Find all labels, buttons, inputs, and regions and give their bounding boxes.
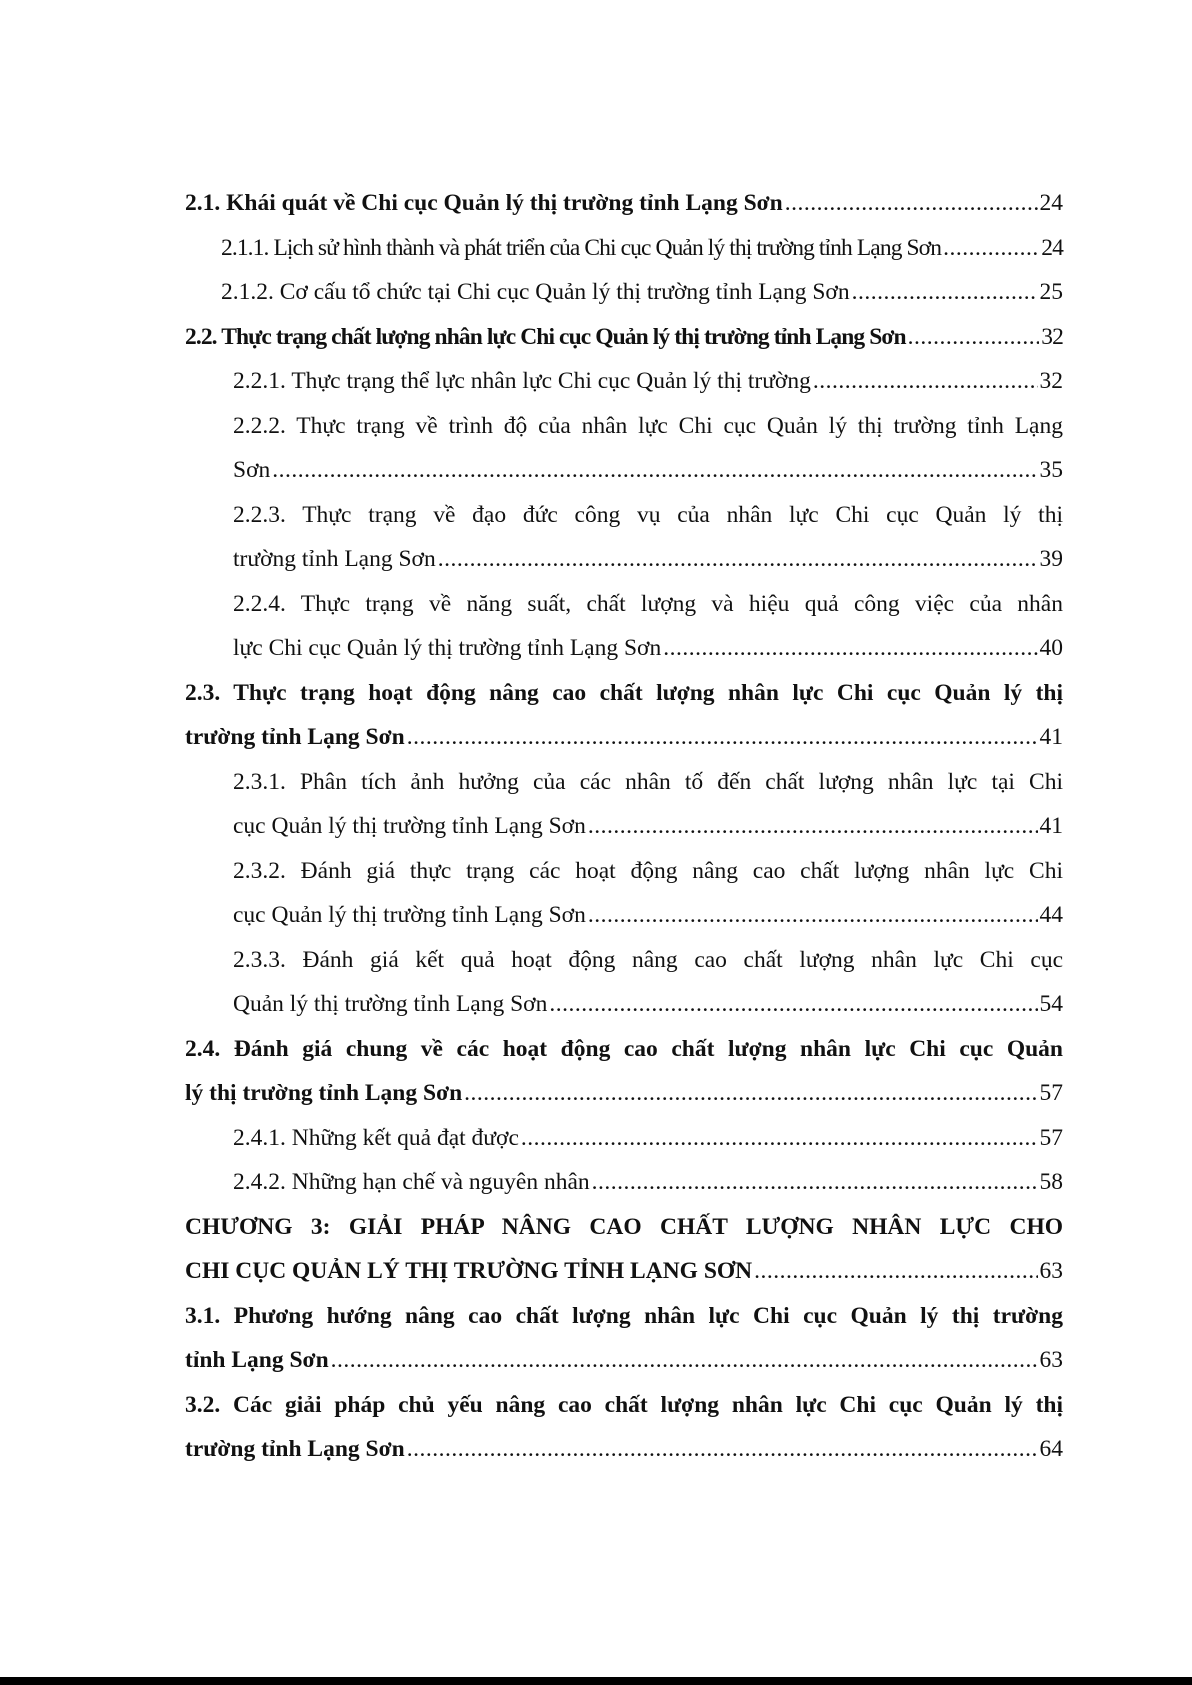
- toc-entry-final-line: [221, 270, 1063, 315]
- toc-entry-line: 2.2.3. Thực trạng về đạo đức công vụ của nhân lực Chi cục Quản lý thị: [233, 501, 1063, 528]
- toc-entry-title: 2.2. Thực trạng chất lượng nhân lực Chi cục Quản lý thị trường tỉnh Lạng Sơn: [185, 323, 906, 350]
- toc-entry-line: 2.3.1. Phân tích ảnh hưởng của các nhân tố đến chất lượng nhân lực tại Chi: [233, 768, 1063, 795]
- toc-page-number: 35: [1039, 457, 1063, 483]
- toc-entry-title: 2.1.1. Lịch sử hình thành và phát triển của Chi cục Quản lý thị trường tỉnh Lạng Sơn: [221, 234, 942, 261]
- toc-page-number: 57: [1039, 1080, 1063, 1106]
- toc-page-number: 63: [1039, 1347, 1063, 1373]
- toc-entry[interactable]: [233, 760, 1063, 849]
- toc-entry-title: trường tỉnh Lạng Sơn: [185, 724, 405, 750]
- dot-leader: [813, 359, 1038, 404]
- toc-entry-title: Sơn: [233, 457, 271, 483]
- toc-entry-final-line: [233, 537, 1063, 582]
- page-bottom-edge: [0, 1677, 1192, 1685]
- toc-entry[interactable]: [233, 493, 1063, 582]
- dot-leader: [943, 226, 1039, 271]
- toc-entry-final-line: [185, 715, 1063, 760]
- dot-leader: [272, 448, 1037, 493]
- toc-entry-line: 3.1. Phương hướng nâng cao chất lượng nhân lực Chi cục Quản lý thị trường: [185, 1302, 1063, 1329]
- toc-entry-final-line: [185, 181, 1063, 226]
- dot-leader: [588, 804, 1038, 849]
- toc-entry-title: lực Chi cục Quản lý thị trường tỉnh Lạng Sơn: [233, 635, 662, 661]
- toc-page-number: 32: [1039, 368, 1063, 394]
- toc-entry[interactable]: [233, 1160, 1063, 1205]
- toc-entry[interactable]: [233, 359, 1063, 404]
- toc-page-number: 25: [1039, 279, 1063, 305]
- toc-entry-final-line: [233, 804, 1063, 849]
- toc-page-number: 39: [1039, 546, 1063, 572]
- toc-entry-title: tỉnh Lạng Sơn: [185, 1347, 329, 1373]
- toc-entry[interactable]: [233, 849, 1063, 938]
- toc-page-number: 44: [1039, 902, 1063, 928]
- toc-entry-line: 2.3. Thực trạng hoạt động nâng cao chất lượng nhân lực Chi cục Quản lý thị: [185, 679, 1063, 706]
- dot-leader: [754, 1249, 1037, 1294]
- toc-entry-final-line: [185, 315, 1063, 360]
- toc-entry[interactable]: [185, 1205, 1063, 1294]
- dot-leader: [588, 893, 1038, 938]
- toc-entry-final-line: [185, 1249, 1063, 1294]
- toc-entry-line: 2.3.3. Đánh giá kết quả hoạt động nâng cao chất lượng nhân lực Chi cục: [233, 946, 1063, 973]
- toc-entry-final-line: [221, 226, 1063, 271]
- dot-leader: [331, 1338, 1038, 1383]
- toc-entry[interactable]: [221, 226, 1063, 271]
- toc-entry-title: CHI CỤC QUẢN LÝ THỊ TRƯỜNG TỈNH LẠNG SƠN: [185, 1258, 753, 1284]
- toc-page-number: 40: [1039, 635, 1063, 661]
- toc-entry-title: trường tỉnh Lạng Sơn: [233, 546, 436, 572]
- dot-leader: [663, 626, 1037, 671]
- toc-page-number: 24: [1041, 234, 1063, 261]
- toc-page-number: 41: [1039, 724, 1063, 750]
- toc-entry-title: 2.4.1. Những kết quả đạt được: [233, 1124, 519, 1151]
- toc-entry-title: trường tỉnh Lạng Sơn: [185, 1436, 405, 1462]
- dot-leader: [438, 537, 1038, 582]
- dot-leader: [852, 270, 1038, 315]
- toc-page-number: 24: [1039, 190, 1063, 216]
- toc-entry-title: Quản lý thị trường tỉnh Lạng Sơn: [233, 991, 548, 1017]
- dot-leader: [407, 715, 1038, 760]
- dot-leader: [785, 181, 1038, 226]
- toc-page-number: 64: [1039, 1436, 1063, 1462]
- toc-entry[interactable]: [185, 181, 1063, 226]
- dot-leader: [407, 1427, 1038, 1472]
- toc-entry-line: 2.2.4. Thực trạng về năng suất, chất lượng và hiệu quả công việc của nhân: [233, 590, 1063, 617]
- dot-leader: [521, 1116, 1038, 1161]
- toc-entry-final-line: [233, 448, 1063, 493]
- toc-entry[interactable]: [185, 315, 1063, 360]
- toc-entry-final-line: [233, 626, 1063, 671]
- toc-entry[interactable]: [185, 671, 1063, 760]
- dot-leader: [592, 1160, 1038, 1205]
- toc-entry[interactable]: [185, 1294, 1063, 1383]
- toc-entry[interactable]: [185, 1027, 1063, 1116]
- toc-entry-title: cục Quản lý thị trường tỉnh Lạng Sơn: [233, 902, 586, 928]
- toc-entry[interactable]: [233, 938, 1063, 1027]
- toc-entry-title: 2.2.1. Thực trạng thể lực nhân lực Chi cục Quản lý thị trường: [233, 368, 811, 394]
- toc-entry-title: cục Quản lý thị trường tỉnh Lạng Sơn: [233, 813, 586, 839]
- toc-page-number: 63: [1039, 1258, 1063, 1284]
- toc-entry[interactable]: [221, 270, 1063, 315]
- toc-page-number: 32: [1041, 323, 1063, 350]
- toc-entry-final-line: [233, 1160, 1063, 1205]
- dot-leader: [464, 1071, 1037, 1116]
- toc-entry-line: CHƯƠNG 3: GIẢI PHÁP NÂNG CAO CHẤT LƯỢNG NHÂN LỰC CHO: [185, 1213, 1063, 1240]
- dot-leader: [908, 315, 1040, 360]
- toc-entry-final-line: [185, 1427, 1063, 1472]
- toc-entry-title: lý thị trường tỉnh Lạng Sơn: [185, 1080, 463, 1106]
- toc-entry[interactable]: [185, 1383, 1063, 1472]
- toc-entry-title: 2.4.2. Những hạn chế và nguyên nhân: [233, 1169, 590, 1195]
- toc-page-number: 41: [1039, 813, 1063, 839]
- toc-entry-title: 2.1. Khái quát về Chi cục Quản lý thị trường tỉnh Lạng Sơn: [185, 190, 783, 216]
- toc-page-number: 54: [1039, 991, 1063, 1017]
- toc-entry-final-line: [233, 893, 1063, 938]
- toc-entry-final-line: [185, 1338, 1063, 1383]
- toc-entry-title: 2.1.2. Cơ cấu tổ chức tại Chi cục Quản lý thị trường tỉnh Lạng Sơn: [221, 279, 850, 305]
- toc-entry-final-line: [233, 1116, 1063, 1161]
- toc-entry-line: 2.3.2. Đánh giá thực trạng các hoạt động nâng cao chất lượng nhân lực Chi: [233, 857, 1063, 884]
- toc-entry-line: 3.2. Các giải pháp chủ yếu nâng cao chất lượng nhân lực Chi cục Quản lý thị: [185, 1391, 1063, 1418]
- toc-entry-line: 2.4. Đánh giá chung về các hoạt động cao chất lượng nhân lực Chi cục Quản: [185, 1035, 1063, 1062]
- toc-entry[interactable]: [233, 582, 1063, 671]
- toc-page-number: 58: [1039, 1169, 1063, 1195]
- toc-entry-final-line: [185, 1071, 1063, 1116]
- toc-entry[interactable]: [233, 1116, 1063, 1161]
- toc-entry-final-line: [233, 359, 1063, 404]
- toc-entry-final-line: [233, 982, 1063, 1027]
- toc-entry[interactable]: [233, 404, 1063, 493]
- toc-entry-line: 2.2.2. Thực trạng về trình độ của nhân lực Chi cục Quản lý thị trường tỉnh Lạng: [233, 412, 1063, 439]
- dot-leader: [549, 982, 1037, 1027]
- toc-page-number: 57: [1039, 1124, 1063, 1151]
- table-of-contents: [185, 181, 1063, 1472]
